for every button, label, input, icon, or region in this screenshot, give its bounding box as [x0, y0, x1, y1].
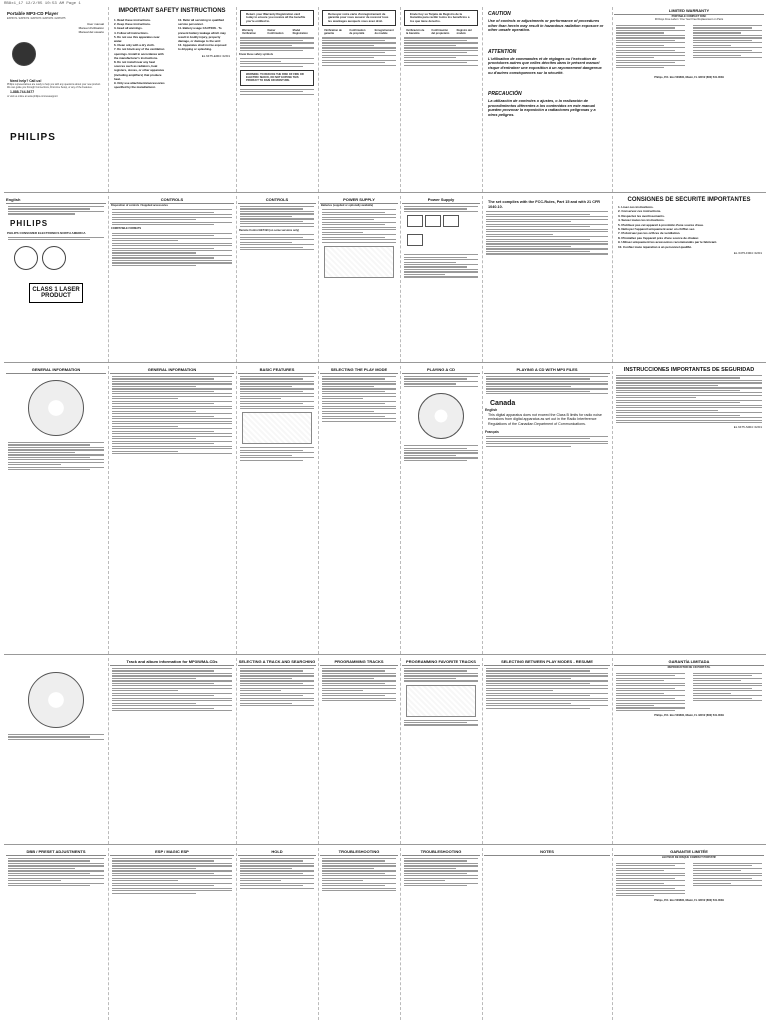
warranty-col-2: Owner Confirmation [267, 28, 284, 36]
consignes-code: EL 6475-F004: 02/01 [733, 251, 762, 256]
panel-playing-mp3 [482, 366, 613, 654]
program-illustration [406, 685, 476, 717]
manuel-label: Manuel d'utilisation [78, 26, 104, 30]
programming-heading: PROGRAMMING TRACKS [320, 658, 398, 666]
selecting-track-heading: SELECTING A TRACK AND SEARCHING [238, 659, 316, 664]
garantie-footer: Philips, P.O. Box 520890, Miami, FL 33152 (800) 531-0039 [654, 899, 724, 903]
dbb-heading: DBB / PRESET ADJUSTMENTS [6, 848, 106, 856]
controls-heading: CONTROLS [110, 196, 234, 204]
limited-warranty-years: 90 Days Free Labor / One Year Free Replacement on Parts [654, 18, 724, 22]
consignes-item: 3. Respectez les avertissements. [618, 213, 665, 218]
consignes-item: 9. Utilisez uniquement les accessoires recommandés par le fabricant. [618, 240, 718, 245]
safety-symbols-heading: Know these safety symbols [239, 53, 274, 56]
consignes-item: 5. N'utilisez pas cet appareil à proximité d'une source d'eau. [618, 222, 704, 227]
warranty-col-fr-1: Vérification de garantie [324, 28, 342, 36]
class1-laser-label: CLASS 1 LASER PRODUCT [29, 283, 83, 303]
track-album-heading: Track and album information for MP3/WMA-CDs [110, 658, 234, 666]
playing-cd-heading: PLAYING A CD [402, 366, 480, 374]
esp-heading: ESP / MAGIC ESP [110, 848, 234, 856]
user-manual-label: User manual [86, 22, 104, 26]
warranty-col-1: Warranty Verification [242, 28, 256, 36]
support-phone: 1-888-744-5477 [10, 90, 35, 94]
precaucion-body: La utilización de controles o ajustes, o la realización de procedimientos diferentes a los contenidos en este manual pueden provocar la exposición a radiaciones peligrosas y a otros peligros. [488, 99, 596, 117]
support-web: or visit us online at www.philips.com/usasupport [7, 95, 58, 98]
general-heading: GENERAL INFORMATION [6, 366, 106, 374]
row-2 [4, 196, 766, 363]
panel-track-info [4, 658, 109, 844]
warranty-card-title: Return your Warranty Registration card today to ensure you receive all the benefits you're entitled to. [246, 12, 306, 23]
row-4 [4, 658, 766, 845]
safety-item: 6. Clean only with a dry cloth. [114, 43, 155, 48]
batteries-heading: Batteries (supplied or optionally available) [321, 204, 374, 207]
row-1 [4, 7, 766, 193]
panel-selecting-track [236, 658, 319, 844]
power-heading: POWER SUPPLY [320, 196, 398, 204]
safety-item: 8. Do not install near any heat sources such as radiators, heat registers, stoves, or other apparatus (including amplifiers) that produce heat. [114, 60, 165, 81]
help-body: Philips representatives are ready to help you with any questions about your new product. We can guide you through Connections, First-time Setup, or any of the Features. [7, 83, 101, 89]
consignes-item: 2. Conservez ces instructions. [618, 209, 662, 214]
consignes-list [618, 205, 760, 249]
safety-item: 5. Do not use this apparatus near water. [114, 34, 160, 44]
panel-basic-features [236, 366, 319, 654]
attention-body: L'utilisation de commandes et de réglages ou l'exécution de procédures autres que celles décrites dans le présent manuel risque d'entraîner une exposition à un rayonnement dangereux ou d'autres conséquences sur la sécurité. [488, 56, 602, 75]
panel-caution [482, 7, 613, 192]
panel-dbb [4, 848, 109, 1020]
garantia-title: GARANTÍA LIMITADA [614, 658, 764, 666]
panel-troubleshoot [318, 848, 401, 1020]
instrucciones-title: INSTRUCCIONES IMPORTANTES DE SEGURIDAD [623, 367, 755, 373]
warranty-col-fr-2: Confirmation de propriété [349, 28, 366, 36]
safety-item: 2. Keep these instructions. [114, 22, 151, 27]
battery-table [406, 214, 476, 252]
compatible-formats: COMPATIBLE FORMATS [111, 227, 142, 231]
safety-code: EL 6475-E004: 02/01 [201, 53, 230, 58]
selecting-heading: SELECTING THE PLAY MODE [320, 366, 398, 374]
panel-warranty-card-en [236, 7, 319, 192]
safety-list-right [178, 18, 228, 52]
panel-notes [482, 848, 613, 1020]
panel-esp [108, 848, 237, 1020]
philips-logo-2: PHILIPS [10, 218, 49, 228]
caution-heading: CAUTION [488, 11, 511, 17]
safety-list-left [114, 18, 166, 89]
panel-hold [236, 848, 319, 1020]
row-5 [4, 848, 766, 1020]
canada-english: English [485, 408, 498, 413]
fcc-statement: The set complies with the FCC-Rules, Part 15 and with 21 CFR 1040.10. [488, 200, 601, 209]
warranty-card-title-es: Envíe hoy su Tarjeta de Registro de la Garantía para recibir todos los beneficios a los que tiene derecho. [410, 12, 470, 23]
panel-garantie [612, 848, 766, 1020]
feature-illustration [242, 412, 312, 444]
canada-body: This digital apparatus does not exceed the Class B limits for radio noise emissions from digital apparatus as set out in the Radio Interference Regulations of the Canadian Department of Communications. [488, 412, 602, 426]
precaucion-heading: PRECAUCIÓN [488, 91, 522, 98]
lang-english: English [6, 196, 106, 204]
model-numbers: EXP3371 / EXP3372 / EXP3373 / EXP3374 / EXP3375 [7, 17, 66, 20]
philips-logo: PHILIPS [10, 132, 56, 143]
manual-usuario-label: Manual del usuario [78, 30, 104, 34]
safety-item: 3. Heed all warnings. [114, 26, 143, 31]
panel-cover [4, 7, 109, 192]
safety-title: IMPORTANT SAFETY INSTRUCTIONS [118, 8, 226, 14]
warranty-card-title-fr: Renvoyez votre carte d'enregistrement de garantie pour vous assurer de recevoir tous les avantages auxquels vous avez droit. [328, 12, 389, 23]
consignes-item: 8. N'installez pas l'appareil près d'une source de chaleur. [618, 235, 700, 240]
panel-playing-cd [400, 366, 483, 654]
attention-heading: ATTENTION [488, 48, 517, 55]
safety-item: 7. Do not block any of the ventilation openings. Install in accordance with the manufacturer's instructions. [114, 47, 165, 60]
panel-general-info-2 [108, 366, 237, 654]
controls-heading-2: CONTROLS [238, 196, 316, 204]
print-header-line: RB8x1_17 12/2/05 10:53 AM Page 1 [4, 2, 81, 6]
battery-illustration [324, 246, 394, 278]
panel-limited-warranty [612, 7, 766, 192]
panel-garantia [612, 658, 766, 844]
limited-warranty-subtitle: PORTABLE COMPACT DISC [671, 15, 707, 18]
need-help-heading: Need help? Call us! [10, 79, 42, 83]
instrucciones-code: EL 6475-S004: 02/01 [733, 425, 762, 430]
garantia-footer: Philips, P.O. Box 520890, Miami, FL 33152 (800) 531-0039 [654, 714, 724, 718]
caution-body: Use of controls or adjustments or performance of procedures other than herein may result in hazardous radiation exposure or other unsafe operation. [488, 19, 604, 33]
panel-power [318, 196, 401, 362]
panel-controls [108, 196, 237, 362]
limited-warranty-footer: Philips, P.O. Box 520890, Miami, FL 33152 (800) 531-0039 [654, 75, 724, 79]
player-illustration [28, 380, 84, 436]
warning-text: WARNING: TO REDUCE THE RISK OF FIRE OR ELECTRIC SHOCK, DO NOT EXPOSE THIS PRODUCT TO RAIN OR MOISTURE. [246, 72, 304, 83]
panel-troubleshoot-2 [400, 848, 483, 1020]
notes-heading: NOTES [484, 848, 610, 856]
player-illustration-2 [28, 672, 84, 728]
safety-item: 11. Battery usage CAUTION - To prevent battery leakage which may result in bodily injury, property damage, or damage to the unit: [178, 26, 226, 44]
safety-item: 10. Refer all servicing to qualified service personnel. [178, 18, 224, 27]
panel-instrucciones [612, 366, 766, 654]
product-name: Portable MP3-CD Player [7, 11, 59, 16]
warranty-col-fr-3: Enregistrement du modèle [374, 28, 394, 36]
consignes-item: 4. Suivez toutes les instructions. [618, 218, 665, 223]
panel-warranty-card-es [400, 7, 483, 192]
safety-item: 1. Read these instructions. [114, 18, 151, 22]
panel-programming [318, 658, 401, 844]
panel-prog-favorite [400, 658, 483, 844]
row-3 [4, 366, 766, 655]
prog-favorite-heading: PROGRAMMING FAVORITE TRACKS [402, 658, 480, 666]
panel-fcc [482, 196, 613, 362]
basic-features-heading: BASIC FEATURES [238, 366, 316, 374]
troubleshoot-heading-2: TROUBLESHOOTING [402, 848, 480, 856]
panel-safety-instructions [108, 7, 237, 192]
compatibility-logos [12, 244, 100, 277]
canada-heading: Canada [490, 400, 516, 408]
panel-general-info [4, 366, 109, 654]
panel-track-album [108, 658, 237, 844]
stop-icon [10, 40, 102, 73]
philips-na: PHILIPS CONSUMER ELECTRONICS NORTH AMERICA [7, 230, 86, 235]
panel-warranty-card-fr [318, 7, 401, 192]
panel-consignes [612, 196, 766, 362]
playing-mp3-heading: PLAYING A CD WITH MP3 FILES [484, 366, 610, 374]
garantie-subtitle: LECTEUR DE DISQUE COMPACT PORTATIF [661, 856, 717, 859]
general-heading-2: GENERAL INFORMATION [110, 366, 234, 374]
warranty-col-es-1: Verificación de la Garantía [406, 28, 425, 36]
warranty-col-es-3: Registro del modelo [456, 28, 472, 36]
safety-item: 12. Apparatus shall not be exposed to dripping or splashing. [178, 43, 227, 52]
consignes-item: 1. Lisez ces instructions. [618, 205, 654, 209]
panel-english-cover [4, 196, 109, 362]
remote-heading: Remote Control HE7190 (on some versions only) [239, 228, 300, 232]
panel-selecting-mode [318, 366, 401, 654]
safety-item: 9. Only use attachments/accessories specified by the manufacturer. [114, 81, 165, 90]
play-modes-heading: SELECTING BETWEEN PLAY MODES - RESUME [484, 658, 610, 666]
limited-warranty-title: LIMITED WARRANTY [614, 7, 764, 15]
safety-item: 4. Follow all instructions. [114, 30, 149, 35]
consignes-item: 6. Nettoyez l'appareil uniquement avec un chiffon sec. [618, 227, 696, 232]
consignes-item: 7. N'obstruez pas les orifices de ventilation. [618, 231, 681, 236]
garantia-subtitle: REPRODUCTOR DE CD PORTÁTIL [667, 666, 711, 669]
cd-illustration [418, 393, 464, 439]
panel-play-modes [482, 658, 613, 844]
hold-heading: HOLD [238, 848, 316, 856]
warranty-col-es-2: Confirmación del propietario [431, 28, 450, 36]
power-supply-heading: Power Supply [402, 196, 480, 204]
panel-controls-2 [236, 196, 319, 362]
troubleshoot-heading: TROUBLESHOOTING [320, 848, 398, 856]
disposition-heading: Disposition of controls / Supplied accessories [111, 204, 168, 207]
consignes-title: CONSIGNES DE SÉCURITÉ IMPORTANTES [627, 197, 751, 203]
panel-power-2 [400, 196, 483, 362]
consignes-item: 10. Confiez toute réparation à un personnel qualifié. [618, 244, 692, 249]
garantie-title: GARANTIE LIMITÉE [614, 848, 764, 856]
warranty-col-3: Model Registration [292, 28, 308, 36]
canada-francais: Français [485, 429, 499, 434]
